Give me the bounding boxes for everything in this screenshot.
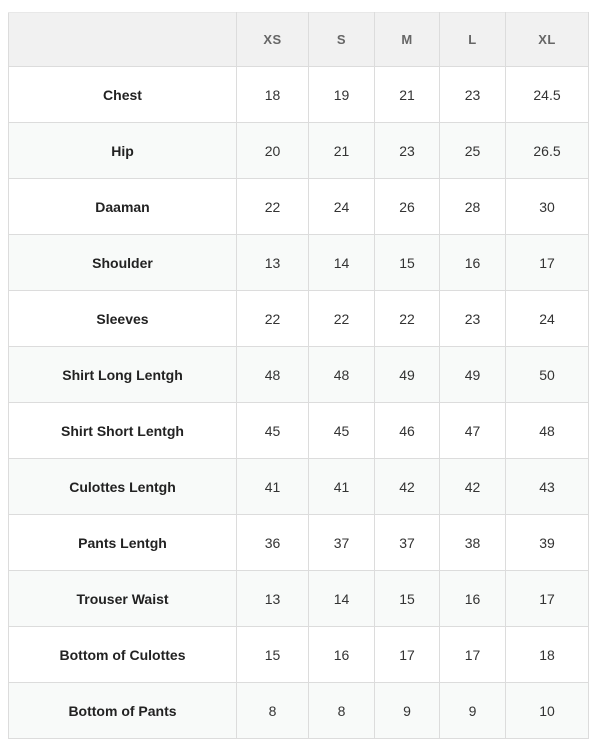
size-value-xl: 10 [506, 683, 589, 739]
measurement-label: Bottom of Pants [9, 683, 237, 739]
measurement-label: Shirt Long Lentgh [9, 347, 237, 403]
size-value-s: 14 [309, 571, 375, 627]
size-value-l: 47 [440, 403, 506, 459]
size-value-s: 19 [309, 67, 375, 123]
size-value-l: 16 [440, 571, 506, 627]
header-size-xl: XL [506, 13, 589, 67]
size-value-xs: 13 [237, 571, 309, 627]
size-value-l: 9 [440, 683, 506, 739]
size-value-l: 38 [440, 515, 506, 571]
size-value-xl: 39 [506, 515, 589, 571]
size-value-m: 21 [375, 67, 440, 123]
size-chart-header [9, 13, 589, 67]
measurement-label: Hip [9, 123, 237, 179]
size-value-l: 23 [440, 67, 506, 123]
size-value-m: 49 [375, 347, 440, 403]
size-value-m: 46 [375, 403, 440, 459]
table-row [9, 403, 589, 459]
size-value-s: 16 [309, 627, 375, 683]
size-value-m: 37 [375, 515, 440, 571]
measurement-label: Daaman [9, 179, 237, 235]
size-value-s: 22 [309, 291, 375, 347]
size-value-l: 42 [440, 459, 506, 515]
measurement-label: Trouser Waist [9, 571, 237, 627]
measurement-label: Culottes Lentgh [9, 459, 237, 515]
size-chart-body [9, 67, 589, 739]
size-value-xs: 36 [237, 515, 309, 571]
size-value-s: 37 [309, 515, 375, 571]
table-row [9, 347, 589, 403]
size-value-m: 23 [375, 123, 440, 179]
size-value-m: 26 [375, 179, 440, 235]
size-value-xs: 13 [237, 235, 309, 291]
size-value-xl: 17 [506, 571, 589, 627]
size-value-l: 28 [440, 179, 506, 235]
size-value-xs: 8 [237, 683, 309, 739]
size-value-s: 14 [309, 235, 375, 291]
table-row [9, 627, 589, 683]
size-value-xs: 41 [237, 459, 309, 515]
size-value-xs: 22 [237, 291, 309, 347]
table-row [9, 179, 589, 235]
table-row [9, 571, 589, 627]
size-value-l: 25 [440, 123, 506, 179]
header-row [9, 13, 589, 67]
size-value-m: 42 [375, 459, 440, 515]
size-value-xl: 43 [506, 459, 589, 515]
size-value-l: 16 [440, 235, 506, 291]
table-row [9, 683, 589, 739]
size-value-m: 22 [375, 291, 440, 347]
header-size-l: L [440, 13, 506, 67]
table-row [9, 123, 589, 179]
size-value-s: 21 [309, 123, 375, 179]
size-value-s: 48 [309, 347, 375, 403]
header-measure-label [9, 13, 237, 67]
size-value-m: 15 [375, 571, 440, 627]
measurement-label: Chest [9, 67, 237, 123]
header-size-s: S [309, 13, 375, 67]
size-value-xs: 22 [237, 179, 309, 235]
size-value-xl: 48 [506, 403, 589, 459]
measurement-label: Pants Lentgh [9, 515, 237, 571]
table-row [9, 67, 589, 123]
size-value-s: 24 [309, 179, 375, 235]
measurement-label: Sleeves [9, 291, 237, 347]
measurement-label: Bottom of Culottes [9, 627, 237, 683]
table-row [9, 235, 589, 291]
measurement-label: Shirt Short Lentgh [9, 403, 237, 459]
table-row [9, 459, 589, 515]
size-value-xs: 18 [237, 67, 309, 123]
table-row [9, 515, 589, 571]
size-value-l: 17 [440, 627, 506, 683]
size-value-xs: 15 [237, 627, 309, 683]
size-value-xl: 30 [506, 179, 589, 235]
header-size-xs: XS [237, 13, 309, 67]
table-row [9, 291, 589, 347]
size-value-xl: 24 [506, 291, 589, 347]
size-value-xl: 50 [506, 347, 589, 403]
size-value-m: 15 [375, 235, 440, 291]
size-value-xs: 45 [237, 403, 309, 459]
measurement-label: Shoulder [9, 235, 237, 291]
size-value-s: 45 [309, 403, 375, 459]
size-value-xs: 20 [237, 123, 309, 179]
size-value-xl: 17 [506, 235, 589, 291]
size-value-s: 41 [309, 459, 375, 515]
size-value-xs: 48 [237, 347, 309, 403]
size-value-m: 9 [375, 683, 440, 739]
header-size-m: M [375, 13, 440, 67]
size-chart-table [8, 12, 589, 739]
size-value-xl: 24.5 [506, 67, 589, 123]
size-value-xl: 26.5 [506, 123, 589, 179]
size-value-m: 17 [375, 627, 440, 683]
size-value-l: 23 [440, 291, 506, 347]
size-value-l: 49 [440, 347, 506, 403]
size-value-s: 8 [309, 683, 375, 739]
size-value-xl: 18 [506, 627, 589, 683]
